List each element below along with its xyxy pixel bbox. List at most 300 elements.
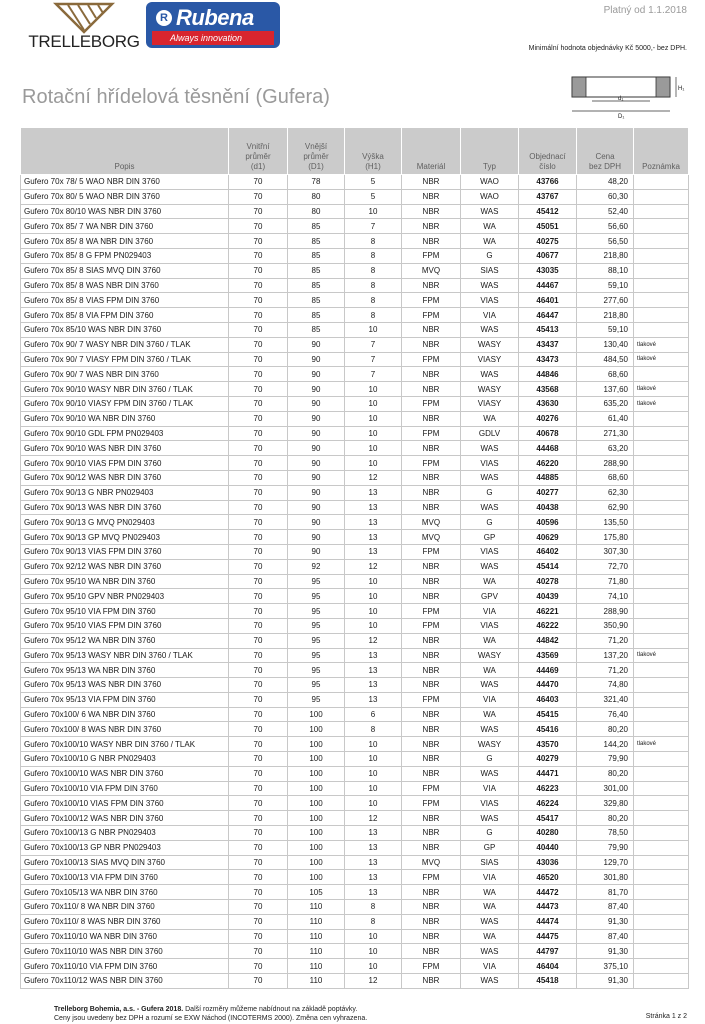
- cell-price: 71,20: [577, 663, 634, 678]
- cell-type: WAS: [461, 974, 519, 989]
- cell-material: NBR: [402, 219, 461, 234]
- footer-company: Trelleborg Bohemia, a.s. - Gufera 2018.: [54, 1006, 184, 1013]
- cell-inner-diameter: 70: [229, 885, 288, 900]
- cell-inner-diameter: 70: [229, 929, 288, 944]
- cell-inner-diameter: 70: [229, 811, 288, 826]
- cell-type: VIAS: [461, 544, 519, 559]
- cell-note: [634, 263, 689, 278]
- cell-note: tlakové: [634, 337, 689, 352]
- table-row: [21, 382, 689, 397]
- cell-material: NBR: [402, 885, 461, 900]
- cell-price: 307,30: [577, 544, 634, 559]
- table-row: [21, 367, 689, 382]
- cell-height: 10: [345, 426, 402, 441]
- footer-line1: Další rozměry můžeme nabídnout na základě poptávky.: [183, 1006, 358, 1013]
- cell-type: WAS: [461, 204, 519, 219]
- table-row: [21, 692, 689, 707]
- cell-order-number: 40678: [519, 426, 577, 441]
- cell-note: [634, 722, 689, 737]
- cell-note: [634, 752, 689, 767]
- cell-inner-diameter: 70: [229, 441, 288, 456]
- cell-note: [634, 204, 689, 219]
- cell-type: WASY: [461, 382, 519, 397]
- cell-height: 10: [345, 574, 402, 589]
- cell-height: 10: [345, 604, 402, 619]
- table-row: [21, 944, 689, 959]
- cell-note: [634, 456, 689, 471]
- cell-note: [634, 870, 689, 885]
- cell-desc: Gufero 70x 90/13 GP MVQ PN029403: [21, 530, 229, 545]
- cell-height: 10: [345, 589, 402, 604]
- cell-outer-diameter: 95: [288, 589, 345, 604]
- cell-price: 329,80: [577, 796, 634, 811]
- cell-outer-diameter: 90: [288, 470, 345, 485]
- table-row: [21, 914, 689, 929]
- cell-inner-diameter: 70: [229, 618, 288, 633]
- cell-desc: Gufero 70x 80/10 WAS NBR DIN 3760: [21, 204, 229, 219]
- cell-desc: Gufero 70x 90/10 WASY NBR DIN 3760 / TLAK: [21, 382, 229, 397]
- cell-type: WA: [461, 885, 519, 900]
- cell-type: G: [461, 752, 519, 767]
- cell-height: 13: [345, 663, 402, 678]
- cell-price: 218,80: [577, 248, 634, 263]
- table-row: [21, 175, 689, 190]
- cell-material: FPM: [402, 544, 461, 559]
- cell-inner-diameter: 70: [229, 944, 288, 959]
- cell-price: 71,20: [577, 633, 634, 648]
- cell-height: 13: [345, 826, 402, 841]
- cell-height: 10: [345, 781, 402, 796]
- cell-desc: Gufero 70x100/13 G NBR PN029403: [21, 826, 229, 841]
- cell-price: 271,30: [577, 426, 634, 441]
- cell-price: 137,60: [577, 382, 634, 397]
- cell-price: 91,30: [577, 974, 634, 989]
- cell-material: NBR: [402, 766, 461, 781]
- cell-inner-diameter: 70: [229, 544, 288, 559]
- cell-type: VIASY: [461, 352, 519, 367]
- cell-desc: Gufero 70x 95/10 VIA FPM DIN 3760: [21, 604, 229, 619]
- cell-outer-diameter: 85: [288, 248, 345, 263]
- col-header-height: Výška (H1): [345, 128, 402, 175]
- cell-note: [634, 826, 689, 841]
- cell-outer-diameter: 110: [288, 929, 345, 944]
- cell-height: 13: [345, 544, 402, 559]
- cell-price: 62,30: [577, 485, 634, 500]
- cell-outer-diameter: 85: [288, 293, 345, 308]
- table-row: [21, 663, 689, 678]
- cell-desc: Gufero 70x 95/13 WA NBR DIN 3760: [21, 663, 229, 678]
- cell-height: 12: [345, 559, 402, 574]
- cell-inner-diameter: 70: [229, 914, 288, 929]
- cell-type: VIA: [461, 308, 519, 323]
- table-row: [21, 885, 689, 900]
- cell-outer-diameter: 95: [288, 604, 345, 619]
- cell-desc: Gufero 70x 95/12 WA NBR DIN 3760: [21, 633, 229, 648]
- table-row: [21, 248, 689, 263]
- cell-desc: Gufero 70x 90/10 WAS NBR DIN 3760: [21, 441, 229, 456]
- cell-order-number: 46402: [519, 544, 577, 559]
- cell-order-number: 44471: [519, 766, 577, 781]
- cell-price: 52,40: [577, 204, 634, 219]
- cell-inner-diameter: 70: [229, 234, 288, 249]
- cell-price: 56,50: [577, 234, 634, 249]
- cell-outer-diameter: 90: [288, 456, 345, 471]
- table-row: [21, 278, 689, 293]
- cell-height: 8: [345, 722, 402, 737]
- cell-material: FPM: [402, 796, 461, 811]
- cell-price: 81,70: [577, 885, 634, 900]
- cell-order-number: 44842: [519, 633, 577, 648]
- cell-order-number: 46404: [519, 959, 577, 974]
- cell-price: 61,40: [577, 411, 634, 426]
- cell-order-number: 43570: [519, 737, 577, 752]
- cell-desc: Gufero 70x 85/10 WAS NBR DIN 3760: [21, 322, 229, 337]
- table-row: [21, 633, 689, 648]
- table-row: [21, 826, 689, 841]
- cell-order-number: 45412: [519, 204, 577, 219]
- cell-material: NBR: [402, 337, 461, 352]
- cell-material: FPM: [402, 959, 461, 974]
- cell-material: NBR: [402, 663, 461, 678]
- cell-price: 59,10: [577, 322, 634, 337]
- cell-type: WA: [461, 411, 519, 426]
- cell-material: NBR: [402, 189, 461, 204]
- cell-desc: Gufero 70x 95/10 VIAS FPM DIN 3760: [21, 618, 229, 633]
- cell-type: WA: [461, 574, 519, 589]
- cell-price: 375,10: [577, 959, 634, 974]
- cell-outer-diameter: 92: [288, 559, 345, 574]
- cell-material: NBR: [402, 278, 461, 293]
- cell-price: 68,60: [577, 470, 634, 485]
- table-row: [21, 234, 689, 249]
- cell-order-number: 46520: [519, 870, 577, 885]
- cell-order-number: 44467: [519, 278, 577, 293]
- cell-type: WAS: [461, 441, 519, 456]
- cell-desc: Gufero 70x100/ 6 WA NBR DIN 3760: [21, 707, 229, 722]
- price-table: [20, 127, 689, 989]
- cell-price: 484,50: [577, 352, 634, 367]
- col-header-note: Poznámka: [634, 128, 689, 175]
- cell-order-number: 43473: [519, 352, 577, 367]
- cell-height: 10: [345, 796, 402, 811]
- cell-height: 10: [345, 411, 402, 426]
- cell-material: MVQ: [402, 515, 461, 530]
- cell-order-number: 46223: [519, 781, 577, 796]
- cell-outer-diameter: 100: [288, 766, 345, 781]
- cell-outer-diameter: 85: [288, 263, 345, 278]
- cell-price: 59,10: [577, 278, 634, 293]
- cell-price: 288,90: [577, 604, 634, 619]
- cell-price: 87,40: [577, 900, 634, 915]
- cell-type: VIA: [461, 959, 519, 974]
- cell-note: tlakové: [634, 737, 689, 752]
- cell-outer-diameter: 100: [288, 722, 345, 737]
- cell-type: VIAS: [461, 456, 519, 471]
- cell-material: NBR: [402, 707, 461, 722]
- cell-inner-diameter: 70: [229, 426, 288, 441]
- cell-material: NBR: [402, 485, 461, 500]
- cell-type: GP: [461, 530, 519, 545]
- table-row: [21, 219, 689, 234]
- table-row: [21, 204, 689, 219]
- table-row: [21, 974, 689, 989]
- cell-note: [634, 234, 689, 249]
- cell-desc: Gufero 70x100/13 SIAS MVQ DIN 3760: [21, 855, 229, 870]
- cell-outer-diameter: 95: [288, 678, 345, 693]
- table-row: [21, 959, 689, 974]
- cell-desc: Gufero 70x 85/ 8 G FPM PN029403: [21, 248, 229, 263]
- cell-price: 72,70: [577, 559, 634, 574]
- table-row: [21, 322, 689, 337]
- cell-inner-diameter: 70: [229, 175, 288, 190]
- cell-type: VIA: [461, 870, 519, 885]
- cell-inner-diameter: 70: [229, 796, 288, 811]
- cell-inner-diameter: 70: [229, 367, 288, 382]
- cell-material: NBR: [402, 722, 461, 737]
- cell-order-number: 44473: [519, 900, 577, 915]
- cell-height: 13: [345, 870, 402, 885]
- cell-note: [634, 248, 689, 263]
- cell-outer-diameter: 90: [288, 515, 345, 530]
- cell-note: tlakové: [634, 352, 689, 367]
- cell-order-number: 40279: [519, 752, 577, 767]
- cell-inner-diameter: 70: [229, 781, 288, 796]
- cell-note: [634, 559, 689, 574]
- cell-desc: Gufero 70x 92/12 WAS NBR DIN 3760: [21, 559, 229, 574]
- cell-note: [634, 500, 689, 515]
- cell-height: 8: [345, 278, 402, 293]
- cell-desc: Gufero 70x 95/13 WAS NBR DIN 3760: [21, 678, 229, 693]
- col-header-material: Materiál: [402, 128, 461, 175]
- cell-price: 63,20: [577, 441, 634, 456]
- cell-desc: Gufero 70x100/13 VIA FPM DIN 3760: [21, 870, 229, 885]
- cell-outer-diameter: 95: [288, 692, 345, 707]
- cell-type: WAS: [461, 914, 519, 929]
- cell-type: WASY: [461, 337, 519, 352]
- cell-desc: Gufero 70x100/12 WAS NBR DIN 3760: [21, 811, 229, 826]
- cell-type: SIAS: [461, 855, 519, 870]
- cell-order-number: 43569: [519, 648, 577, 663]
- cell-inner-diameter: 70: [229, 470, 288, 485]
- cell-type: WAS: [461, 944, 519, 959]
- cell-height: 5: [345, 175, 402, 190]
- min-order-note: Minimální hodnota objednávky Kč 5000,- bez DPH.: [528, 45, 687, 52]
- cell-order-number: 45414: [519, 559, 577, 574]
- cell-desc: Gufero 70x100/10 G NBR PN029403: [21, 752, 229, 767]
- cell-note: [634, 308, 689, 323]
- cell-desc: Gufero 70x 90/ 7 VIASY FPM DIN 3760 / TLAK: [21, 352, 229, 367]
- cell-outer-diameter: 100: [288, 840, 345, 855]
- cell-height: 13: [345, 692, 402, 707]
- cell-desc: Gufero 70x110/10 WAS NBR DIN 3760: [21, 944, 229, 959]
- table-row: [21, 855, 689, 870]
- cell-height: 10: [345, 752, 402, 767]
- cell-order-number: 43437: [519, 337, 577, 352]
- cell-type: VIAS: [461, 618, 519, 633]
- cell-outer-diameter: 90: [288, 530, 345, 545]
- cell-desc: Gufero 70x 85/ 8 VIA FPM DIN 3760: [21, 308, 229, 323]
- cell-material: FPM: [402, 308, 461, 323]
- cell-desc: Gufero 70x 95/10 GPV NBR PN029403: [21, 589, 229, 604]
- cell-outer-diameter: 90: [288, 382, 345, 397]
- cell-note: [634, 618, 689, 633]
- cell-note: [634, 441, 689, 456]
- cell-order-number: 45416: [519, 722, 577, 737]
- cell-type: GPV: [461, 589, 519, 604]
- cell-price: 277,60: [577, 293, 634, 308]
- cell-type: WAS: [461, 678, 519, 693]
- cell-desc: Gufero 70x100/ 8 WAS NBR DIN 3760: [21, 722, 229, 737]
- cell-order-number: 40438: [519, 500, 577, 515]
- cell-type: VIA: [461, 604, 519, 619]
- col-header-price: Cena bez DPH: [577, 128, 634, 175]
- cell-order-number: 40278: [519, 574, 577, 589]
- cell-order-number: 44474: [519, 914, 577, 929]
- cell-type: WAS: [461, 470, 519, 485]
- cell-outer-diameter: 80: [288, 204, 345, 219]
- table-row: [21, 515, 689, 530]
- cell-desc: Gufero 70x 85/ 8 WAS NBR DIN 3760: [21, 278, 229, 293]
- cell-material: NBR: [402, 914, 461, 929]
- cell-material: NBR: [402, 929, 461, 944]
- col-header-type: Typ: [461, 128, 519, 175]
- trelleborg-logo: [24, 2, 144, 52]
- cell-order-number: 43766: [519, 175, 577, 190]
- cell-height: 10: [345, 944, 402, 959]
- cell-inner-diameter: 70: [229, 870, 288, 885]
- cell-material: FPM: [402, 781, 461, 796]
- rubena-r-icon: R: [156, 10, 172, 26]
- cell-price: 56,60: [577, 219, 634, 234]
- cell-note: tlakové: [634, 382, 689, 397]
- cell-outer-diameter: 100: [288, 855, 345, 870]
- cell-order-number: 46447: [519, 308, 577, 323]
- cell-note: [634, 544, 689, 559]
- table-row: [21, 870, 689, 885]
- cell-type: G: [461, 248, 519, 263]
- cell-material: NBR: [402, 500, 461, 515]
- cell-desc: Gufero 70x 95/13 WASY NBR DIN 3760 / TLAK: [21, 648, 229, 663]
- cell-desc: Gufero 70x100/10 VIA FPM DIN 3760: [21, 781, 229, 796]
- cell-outer-diameter: 110: [288, 944, 345, 959]
- cell-outer-diameter: 100: [288, 737, 345, 752]
- cell-desc: Gufero 70x110/10 WA NBR DIN 3760: [21, 929, 229, 944]
- table-row: [21, 426, 689, 441]
- cell-type: G: [461, 826, 519, 841]
- cell-price: 144,20: [577, 737, 634, 752]
- cell-height: 6: [345, 707, 402, 722]
- cell-order-number: 43036: [519, 855, 577, 870]
- cell-height: 10: [345, 737, 402, 752]
- cell-note: [634, 530, 689, 545]
- cell-desc: Gufero 70x100/10 WAS NBR DIN 3760: [21, 766, 229, 781]
- cell-desc: Gufero 70x 90/13 WAS NBR DIN 3760: [21, 500, 229, 515]
- cell-height: 10: [345, 456, 402, 471]
- cell-inner-diameter: 70: [229, 648, 288, 663]
- cell-inner-diameter: 70: [229, 456, 288, 471]
- cell-price: 74,10: [577, 589, 634, 604]
- cell-height: 10: [345, 322, 402, 337]
- cell-height: 7: [345, 352, 402, 367]
- cell-inner-diameter: 70: [229, 485, 288, 500]
- cell-desc: Gufero 70x100/10 VIAS FPM DIN 3760: [21, 796, 229, 811]
- table-row: [21, 396, 689, 411]
- cell-price: 288,90: [577, 456, 634, 471]
- cell-note: [634, 189, 689, 204]
- table-row: [21, 796, 689, 811]
- cell-inner-diameter: 70: [229, 737, 288, 752]
- cell-order-number: 44468: [519, 441, 577, 456]
- cell-desc: Gufero 70x 90/ 7 WASY NBR DIN 3760 / TLAK: [21, 337, 229, 352]
- cell-inner-diameter: 70: [229, 722, 288, 737]
- cell-height: 13: [345, 855, 402, 870]
- cell-desc: Gufero 70x 85/ 8 SIAS MVQ DIN 3760: [21, 263, 229, 278]
- cell-price: 79,90: [577, 752, 634, 767]
- cell-height: 13: [345, 885, 402, 900]
- cell-price: 87,40: [577, 929, 634, 944]
- cell-outer-diameter: 78: [288, 175, 345, 190]
- cell-type: WAO: [461, 189, 519, 204]
- cell-outer-diameter: 100: [288, 707, 345, 722]
- table-row: [21, 352, 689, 367]
- cell-order-number: 40629: [519, 530, 577, 545]
- cell-note: [634, 485, 689, 500]
- cell-note: [634, 411, 689, 426]
- cell-height: 13: [345, 500, 402, 515]
- cell-type: G: [461, 485, 519, 500]
- cell-type: VIAS: [461, 796, 519, 811]
- cell-inner-diameter: 70: [229, 752, 288, 767]
- table-row: [21, 189, 689, 204]
- cell-material: NBR: [402, 678, 461, 693]
- cell-note: [634, 663, 689, 678]
- cell-outer-diameter: 95: [288, 574, 345, 589]
- table-row: [21, 589, 689, 604]
- table-row: [21, 604, 689, 619]
- cell-type: G: [461, 515, 519, 530]
- cell-type: WA: [461, 707, 519, 722]
- cell-height: 12: [345, 811, 402, 826]
- cell-order-number: 45415: [519, 707, 577, 722]
- table-row: [21, 470, 689, 485]
- cell-note: [634, 574, 689, 589]
- table-row: [21, 811, 689, 826]
- cell-outer-diameter: 90: [288, 352, 345, 367]
- cell-note: [634, 781, 689, 796]
- cell-height: 10: [345, 441, 402, 456]
- table-row: [21, 441, 689, 456]
- page-number: Stránka 1 z 2: [645, 1013, 687, 1020]
- cell-price: 350,90: [577, 618, 634, 633]
- page-title: Rotační hřídelová těsnění (Gufera): [22, 86, 330, 108]
- cell-price: 88,10: [577, 263, 634, 278]
- cell-height: 13: [345, 515, 402, 530]
- cell-type: WAS: [461, 367, 519, 382]
- cell-material: NBR: [402, 633, 461, 648]
- table-row: [21, 781, 689, 796]
- cell-material: MVQ: [402, 263, 461, 278]
- cell-material: NBR: [402, 974, 461, 989]
- cell-type: WAS: [461, 278, 519, 293]
- cell-note: [634, 367, 689, 382]
- table-row: [21, 263, 689, 278]
- seal-drawing: [566, 71, 688, 121]
- cell-order-number: 43767: [519, 189, 577, 204]
- cell-desc: Gufero 70x100/13 GP NBR PN029403: [21, 840, 229, 855]
- cell-note: [634, 293, 689, 308]
- cell-type: WASY: [461, 737, 519, 752]
- cell-material: FPM: [402, 293, 461, 308]
